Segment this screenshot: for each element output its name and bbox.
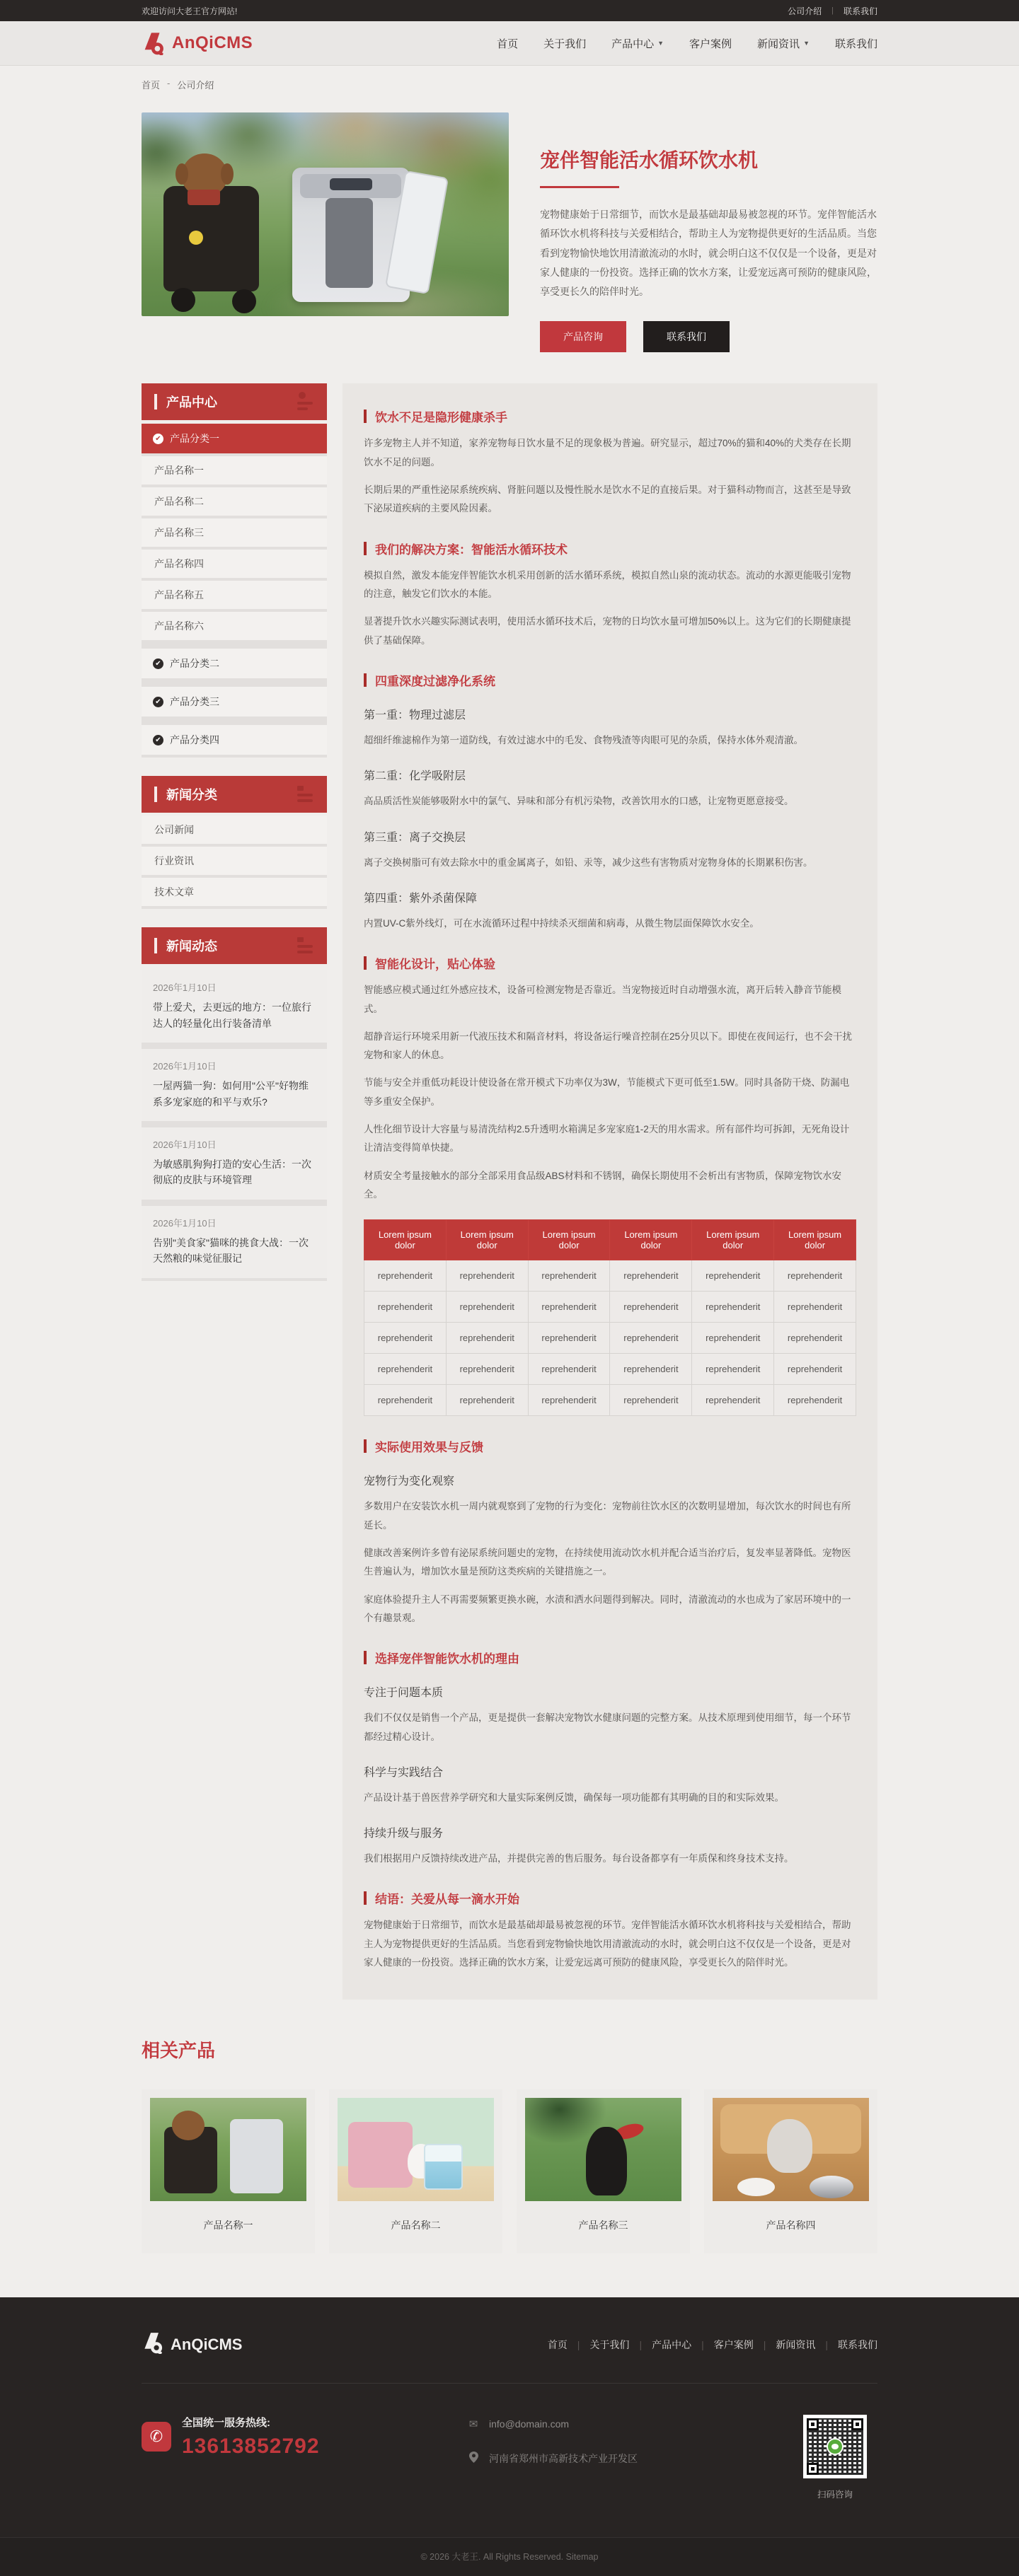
related-products-title: 相关产品 [142, 2040, 216, 2062]
article-content [342, 383, 877, 2000]
article-paragraph: 模拟自然，激发本能宠伴智能饮水机采用创新的活水循环系统，模拟自然山泉的流动状态。流动的水源更能吸引宠物的注意，触发它们饮水的本能。 [364, 569, 851, 600]
table-cell: reprehenderit [446, 1385, 528, 1416]
article-section-heading: 结语：关爱从每一滴水开始 [364, 1889, 856, 1907]
sidebar [142, 383, 327, 1280]
footer-logo-text: AnQiCMS [171, 2335, 243, 2353]
table-header-cell: Lorem ipsum dolor [364, 1220, 447, 1260]
footer-nav-separator: | [825, 2338, 828, 2350]
footer-nav-separator: | [639, 2338, 643, 2350]
category-label: 产品分类四 [170, 734, 219, 746]
news-item-date: 2026年1月10日 [153, 1061, 217, 1072]
logo-text: AnQiCMS [172, 33, 253, 52]
table-cell: reprehenderit [528, 1260, 610, 1292]
article-paragraph: 我们不仅仅是销售一个产品，更是提供一套解决宠物饮水健康问题的完整方案。从技术原理到使用细节，每一个环节都经过精心设计。 [364, 1712, 851, 1742]
table-row [364, 1323, 856, 1354]
stroller-wheels-shape [171, 288, 195, 312]
topbar [0, 0, 1019, 21]
news-updates-header [142, 927, 327, 964]
table-cell: reprehenderit [610, 1323, 692, 1354]
table-header-cell: Lorem ipsum dolor [692, 1220, 774, 1260]
hero-buttons [540, 321, 877, 352]
article-table [364, 1219, 856, 1416]
caret-down-icon: ▼ [657, 40, 664, 47]
check-icon: ✔ [153, 658, 163, 669]
topbar-link[interactable]: 公司介绍 [788, 6, 822, 16]
nav-item-label: 客户案例 [689, 37, 732, 50]
news-category-list [142, 816, 327, 909]
nav-item-label: 新闻资讯 [757, 37, 800, 50]
news-item[interactable] [142, 1206, 327, 1278]
footer-nav [548, 2338, 877, 2352]
table-cell: reprehenderit [774, 1292, 856, 1323]
table-cell: reprehenderit [446, 1292, 528, 1323]
product-image [713, 2098, 869, 2201]
check-icon: ✔ [153, 434, 163, 444]
article-paragraph: 家庭体验提升主人不再需要频繁更换水碗，水渍和洒水问题得到解决。同时，清澈流动的水也成为了家居环境中的一个有趣景观。 [364, 1594, 851, 1623]
product-image [525, 2098, 681, 2201]
table-row [364, 1260, 856, 1292]
table-cell: reprehenderit [364, 1260, 447, 1292]
table-cell: reprehenderit [610, 1354, 692, 1385]
product-name: 产品名称三 [578, 2220, 628, 2232]
wechat-icon [827, 2438, 844, 2455]
news-item-title: 为敏感肌狗狗打造的安心生活：一次彻底的皮肤与环境管理 [153, 1159, 311, 1186]
hotline-block [142, 2415, 382, 2459]
article-paragraph: 离子交换树脂可有效去除水中的重金属离子，如铅、汞等，减少这些有害物质对宠物身体的长期累积伤害。 [364, 857, 813, 868]
footer-nav-link[interactable]: 客户案例 [713, 2338, 754, 2350]
product-center-header [142, 383, 327, 420]
nav-item-label: 产品中心 [611, 37, 655, 50]
page-title: 宠伴智能活水循环饮水机 [540, 149, 759, 171]
related-product-card[interactable] [704, 2089, 877, 2253]
product-inquiry-button[interactable]: 产品咨询 [540, 321, 626, 352]
article-paragraph: 超细纤维滤棉作为第一道防线，有效过滤水中的毛发、食物残渣等肉眼可见的杂质，保持水体外观清澈。 [364, 734, 803, 745]
news-updates-title: 新闻动态 [166, 939, 217, 954]
article-paragraph: 高品质活性炭能够吸附水中的氯气、异味和部分有机污染物，改善饮用水的口感，让宠物更愿意接受。 [364, 796, 794, 807]
article-paragraph: 人性化细节设计大容量与易清洗结构2.5升透明水箱满足多宠家庭1-2天的用水需求。所有部件均可拆卸，无死角设计让清洁变得简单快捷。 [364, 1124, 850, 1154]
article-subheading: 专注于问题本质 [364, 1687, 444, 1700]
table-cell: reprehenderit [446, 1260, 528, 1292]
footer-nav-link[interactable]: 新闻资讯 [776, 2338, 816, 2350]
table-cell: reprehenderit [692, 1292, 774, 1323]
product-hero-image [142, 112, 509, 316]
topbar-link[interactable]: 联系我们 [843, 6, 877, 16]
category-items [142, 649, 327, 755]
news-item-title: 一屋两猫一狗：如何用"公平"好物维系多宠家庭的和平与欢乐? [153, 1080, 309, 1108]
table-cell: reprehenderit [528, 1354, 610, 1385]
breadcrumb-item[interactable]: 公司介绍 [177, 80, 214, 91]
related-product-card[interactable] [142, 2089, 315, 2253]
article-section-heading: 选择宠伴智能饮水机的理由 [364, 1649, 856, 1666]
sidebar-category-item[interactable] [142, 649, 327, 678]
check-icon: ✔ [153, 697, 163, 707]
phone-icon: ✆ [142, 2422, 171, 2452]
sidebar-product-item[interactable]: 产品名称五 [142, 581, 327, 609]
article-subheading: 第四重：紫外杀菌保障 [364, 892, 478, 905]
table-cell: reprehenderit [692, 1260, 774, 1292]
table-cell: reprehenderit [528, 1323, 610, 1354]
category-label: 产品分类三 [170, 696, 219, 708]
product-description: 宠物健康始于日常细节，而饮水是最基础却最易被忽视的环节。宠伴智能活水循环饮水机将科技与关爱相结合，帮助主人为宠物提供更好的生活品质。当您看到宠物愉快地饮用清澈流动的水时，就会明白这不仅仅是一个设备，更是对家人健康的一份投资。选择正确的饮水方案，让爱宠远离可预防的健康风险，享受更长久的陪伴时光。 [540, 209, 877, 298]
table-cell: reprehenderit [692, 1323, 774, 1354]
article-subheading: 科学与实践结合 [364, 1766, 444, 1779]
article-section-heading: 四重深度过滤净化系统 [364, 671, 856, 689]
table-cell: reprehenderit [446, 1323, 528, 1354]
article-subheading: 宠物行为变化观察 [364, 1475, 455, 1488]
contact-email: info@domain.com [489, 2418, 570, 2430]
sidebar-category-item[interactable] [142, 725, 327, 755]
table-cell: reprehenderit [774, 1354, 856, 1385]
article-paragraph: 许多宠物主人并不知道，家养宠物每日饮水量不足的现象极为普遍。研究显示，超过70%的猫和40%的犬类存在长期饮水不足的问题。 [364, 438, 851, 468]
news-categories-header [142, 776, 327, 813]
news-list-icon [293, 782, 317, 810]
news-item-title: 告别"美食家"猫咪的挑食大战：一次天然粮的味觉征服记 [153, 1236, 309, 1265]
contact-us-button[interactable]: 联系我们 [643, 321, 730, 352]
table-cell: reprehenderit [364, 1292, 447, 1323]
article-section-heading: 我们的解决方案：智能活水循环技术 [364, 540, 856, 557]
nav-item[interactable] [543, 36, 586, 51]
main-nav [497, 36, 877, 51]
article-section-heading: 饮水不足是隐形健康杀手 [364, 407, 856, 425]
carrier-opening-shape [326, 198, 373, 288]
footer-logo[interactable] [142, 2331, 242, 2357]
footer-nav-separator: | [577, 2338, 580, 2350]
sidebar-news-category[interactable]: 技术文章 [142, 878, 327, 906]
related-products-section [142, 2036, 877, 2253]
qr-caption: 扫码咨询 [817, 2490, 853, 2500]
news-item[interactable] [142, 970, 327, 1043]
category-label: 产品分类二 [170, 658, 219, 670]
breadcrumb [142, 66, 877, 94]
product-image [150, 2098, 306, 2201]
article-paragraph: 内置UV-C紫外线灯，可在水流循环过程中持续杀灭细菌和病毒，从微生物层面保障饮水安全。 [364, 917, 759, 929]
hotline-number: 13613852792 [182, 2435, 320, 2459]
article-paragraph: 材质安全考量接触水的部分全部采用食品级ABS材料和不锈钢，确保长期使用不会析出有害物质，保障宠物饮水安全。 [364, 1170, 842, 1200]
topbar-separator: | [831, 6, 834, 15]
article-paragraph: 宠物健康始于日常细节，而饮水是最基础却最易被忽视的环节。宠伴智能活水循环饮水机将科技与关爱相结合，帮助主人为宠物提供更好的生活品质。当您看到宠物愉快地饮用清澈流动的水时，就会明白这不仅仅是一个设备，更是对家人健康的一份投资。选择正确的饮水方案，让爱宠远离可预防的健康风险，享受更长久的陪伴时光。 [364, 1920, 851, 1968]
news-item[interactable] [142, 1127, 327, 1200]
article-subheading: 第二重：化学吸附层 [364, 770, 466, 783]
nav-item[interactable] [611, 36, 664, 51]
news-item-title: 带上爱犬，去更远的地方：一位旅行达人的轻量化出行装备清单 [153, 1002, 311, 1029]
copyright: © 2026 大老王. All Rights Reserved. Sitemap [0, 2537, 1019, 2576]
related-product-card[interactable] [517, 2089, 690, 2253]
article-paragraph: 长期后果的严重性泌尿系统疾病、肾脏问题以及慢性脱水是饮水不足的直接后果。对于猫科动物而言，这甚至是导致下泌尿道疾病的主要风险因素。 [364, 485, 851, 514]
table-cell: reprehenderit [610, 1385, 692, 1416]
sidebar-product-item[interactable]: 产品名称一 [142, 456, 327, 485]
product-center-title: 产品中心 [166, 395, 217, 410]
table-header-cell: Lorem ipsum dolor [610, 1220, 692, 1260]
table-cell: reprehenderit [774, 1260, 856, 1292]
article-paragraph: 我们根据用户反馈持续改进产品，并提供完善的售后服务。每台设备都享有一年质保和终身技术支持。 [364, 1853, 794, 1864]
article-paragraph: 健康改善案例许多曾有泌尿系统问题史的宠物，在持续使用流动饮水机并配合适当治疗后，复发率显著降低。宠物医生普遍认为，增加饮水量是预防这类疾病的关键措施之一。 [364, 1547, 851, 1577]
nav-item-label: 联系我们 [834, 37, 877, 50]
product-list-icon [293, 390, 317, 417]
active-category-label: 产品分类一 [170, 433, 219, 445]
contact-address: 河南省郑州市高新技术产业开发区 [489, 2453, 638, 2465]
table-cell: reprehenderit [774, 1323, 856, 1354]
table-row [364, 1385, 856, 1416]
table-cell: reprehenderit [692, 1354, 774, 1385]
news-updates-icon [293, 934, 317, 961]
news-categories-title: 新闻分类 [166, 788, 217, 803]
article-section-heading: 实际使用效果与反馈 [364, 1437, 856, 1455]
table-cell: reprehenderit [610, 1260, 692, 1292]
sidebar-category-item[interactable] [142, 687, 327, 716]
news-updates-list [142, 970, 327, 1280]
footer-nav-separator: | [763, 2338, 766, 2350]
footer-logo-icon [142, 2331, 164, 2357]
nav-item-label: 关于我们 [543, 37, 587, 50]
sidebar-product-item[interactable]: 产品名称二 [142, 487, 327, 516]
footer-nav-link[interactable]: 关于我们 [589, 2338, 630, 2350]
product-image [338, 2098, 494, 2201]
article-paragraph: 智能感应模式通过红外感应技术，设备可检测宠物是否靠近。当宠物接近时自动增强水流，离开后转入静音节能模式。 [364, 985, 841, 1014]
hotline-label: 全国统一服务热线: [182, 2417, 270, 2430]
article-paragraph: 多数用户在安装饮水机一周内就观察到了宠物的行为变化：宠物前往饮水区的次数明显增加，每次饮水的时间也有所延长。 [364, 1501, 851, 1531]
qrcode [803, 2415, 867, 2478]
related-product-card[interactable] [329, 2089, 502, 2253]
sidebar-news-category[interactable]: 行业资讯 [142, 847, 327, 875]
footer-nav-separator: | [701, 2338, 704, 2350]
article-section-heading: 智能化设计，贴心体验 [364, 954, 856, 972]
article-subheading: 持续升级与服务 [364, 1828, 444, 1840]
mail-icon: ✉ [468, 2418, 478, 2431]
table-row [364, 1292, 856, 1323]
product-items [142, 456, 327, 640]
welcome-text: 欢迎访问大老王官方网站! [142, 6, 238, 16]
product-name: 产品名称一 [203, 2220, 253, 2232]
nav-item[interactable] [689, 36, 732, 51]
news-item[interactable] [142, 1049, 327, 1121]
table-cell: reprehenderit [446, 1354, 528, 1385]
sidebar-product-item[interactable]: 产品名称六 [142, 612, 327, 640]
site-header [0, 21, 1019, 66]
nav-item-label: 首页 [497, 37, 519, 50]
product-category-list [142, 424, 327, 758]
site-footer [0, 2297, 1019, 2576]
article-subheading: 第一重：物理过滤层 [364, 709, 466, 721]
sidebar-product-item[interactable]: 产品名称三 [142, 518, 327, 547]
table-cell: reprehenderit [528, 1292, 610, 1323]
table-cell: reprehenderit [610, 1292, 692, 1323]
table-header-cell: Lorem ipsum dolor [774, 1220, 856, 1260]
table-header-cell: Lorem ipsum dolor [528, 1220, 610, 1260]
table-row [364, 1354, 856, 1385]
table-cell: reprehenderit [364, 1354, 447, 1385]
table-cell: reprehenderit [528, 1385, 610, 1416]
title-underline [540, 186, 619, 188]
nav-item[interactable] [497, 36, 518, 51]
table-cell: reprehenderit [692, 1385, 774, 1416]
product-name: 产品名称二 [391, 2220, 441, 2232]
sidebar-news-category[interactable]: 公司新闻 [142, 816, 327, 844]
nav-item[interactable] [757, 36, 810, 51]
footer-nav-link[interactable]: 联系我们 [838, 2338, 877, 2350]
related-products-cards [142, 2089, 877, 2253]
article-paragraph: 产品设计基于兽医营养学研究和大量实际案例反馈，确保每一项功能都有其明确的目的和实际效果。 [364, 1792, 784, 1803]
breadcrumb-item[interactable]: 首页 [142, 80, 161, 91]
nav-item[interactable] [835, 36, 877, 51]
article-paragraph: 节能与安全并重低功耗设计使设备在常开模式下功率仅为3W，节能模式下更可低至1.5W。同时具备防干烧、防漏电等多重安全保护。 [364, 1077, 850, 1107]
product-name: 产品名称四 [766, 2220, 816, 2232]
news-item-date: 2026年1月10日 [153, 982, 217, 994]
footer-nav-link[interactable]: 首页 [547, 2338, 568, 2350]
article-subheading: 第三重：离子交换层 [364, 831, 466, 844]
table-cell: reprehenderit [364, 1385, 447, 1416]
breadcrumb-separator: - [167, 78, 171, 88]
news-item-date: 2026年1月10日 [153, 1217, 217, 1229]
footer-nav-link[interactable]: 产品中心 [652, 2338, 692, 2350]
news-item-date: 2026年1月10日 [153, 1139, 217, 1151]
location-icon [467, 2452, 480, 2466]
sidebar-category-active[interactable] [142, 424, 327, 453]
table-cell: reprehenderit [774, 1385, 856, 1416]
qr-block [793, 2415, 877, 2500]
topbar-links [788, 5, 877, 17]
dog-shirt-shape [188, 190, 220, 205]
sidebar-product-item[interactable]: 产品名称四 [142, 550, 327, 578]
logo-icon [142, 31, 166, 55]
hero-section [142, 112, 877, 352]
check-icon: ✔ [153, 735, 163, 745]
contact-block [382, 2415, 793, 2487]
site-logo[interactable] [142, 31, 253, 55]
article-paragraph: 超静音运行环境采用新一代液压技术和隔音材料，将设备运行噪音控制在25分贝以下。即使在夜间运行，也不会干扰宠物和家人的休息。 [364, 1031, 853, 1061]
caret-down-icon: ▼ [803, 40, 810, 47]
table-cell: reprehenderit [364, 1323, 447, 1354]
table-header-cell: Lorem ipsum dolor [446, 1220, 528, 1260]
article-paragraph: 显著提升饮水兴趣实际测试表明，使用活水循环技术后，宠物的日均饮水量可增加50%以上。这为它们的长期健康提供了基础保障。 [364, 616, 851, 646]
